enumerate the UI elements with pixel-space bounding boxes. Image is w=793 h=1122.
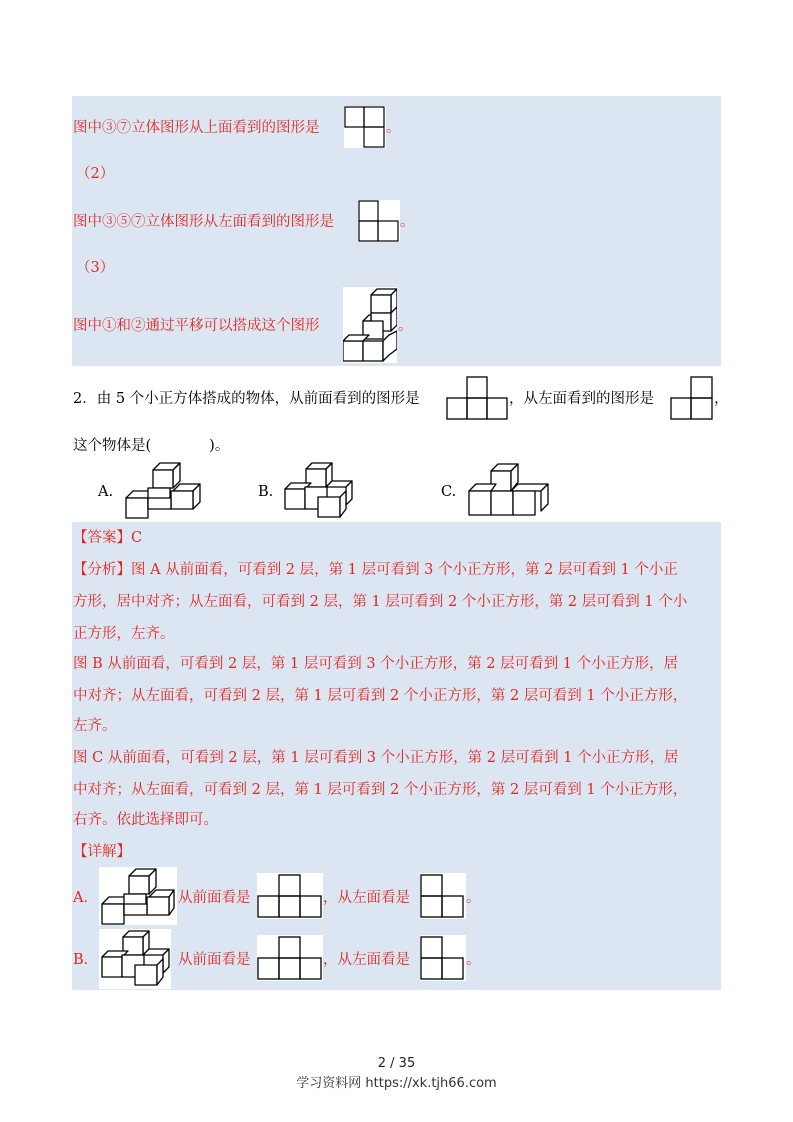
analysis-text: 左齐。 xyxy=(73,718,117,734)
detail-b-left-view xyxy=(420,935,466,981)
detail-row-a-left xyxy=(323,888,410,908)
question-stem xyxy=(509,389,654,409)
answer-text: 图中③⑤⑦立体图形从左面看到的图形是 xyxy=(73,214,334,230)
analysis-text: 图 C 从前面看，可看到 2 层，第 1 层可看到 3 个小正方形，第 2 层可看到 1 个小正方形，居 xyxy=(73,750,679,766)
analysis-text: 【分析】图 A 从前面看，可看到 2 层，第 1 层可看到 3 个小正方形，第 2 层可看到 1 个小正 xyxy=(73,562,678,578)
option-b-label[interactable] xyxy=(258,484,273,500)
analysis-line xyxy=(73,810,218,830)
left-text: ，从左面看是 xyxy=(323,890,410,906)
detail-row-b-left xyxy=(323,950,410,970)
option-b-figure xyxy=(282,461,354,519)
analysis-line xyxy=(73,624,175,644)
front-view-figure xyxy=(445,375,509,421)
row-label: B． xyxy=(73,952,99,968)
sub-question-label xyxy=(76,258,114,278)
detail-b-cube-figure xyxy=(99,929,171,989)
sub-question-label xyxy=(76,164,114,184)
detail-title xyxy=(73,842,131,862)
left-view-figure xyxy=(358,200,400,242)
analysis-text: 方形，居中对齐；从左面看，可看到 2 层，第 1 层可看到 2 个小正方形，第 2 层可看到 1 个小 xyxy=(73,594,688,610)
option-label: B. xyxy=(258,484,274,500)
text-end xyxy=(400,212,415,232)
analysis-line xyxy=(73,686,687,706)
answer-text: 【答案】C xyxy=(73,530,143,546)
option-c-label[interactable] xyxy=(441,484,456,500)
question-stem-line2 xyxy=(73,436,229,456)
answer-line xyxy=(73,528,142,548)
option-a-label[interactable] xyxy=(98,484,113,500)
stem-part-b: ，从左面看到的图形是 xyxy=(509,391,654,407)
analysis-text: 中对齐；从左面看，可看到 2 层，第 1 层可看到 2 个小正方形，第 2 层可看到 1 个小正方形， xyxy=(73,782,688,798)
detail-row-b-end xyxy=(466,950,481,970)
detail-row-a-label xyxy=(73,888,98,908)
text-line xyxy=(73,212,334,232)
text-end xyxy=(398,316,413,336)
analysis-line xyxy=(73,780,687,800)
detail-row-a-front xyxy=(178,888,251,908)
detail-row-a-end xyxy=(466,888,481,908)
detail-title-text: 【详解】 xyxy=(73,844,131,860)
analysis-text: 中对齐；从左面看，可看到 2 层，第 1 层可看到 2 个小正方形，第 2 层可看到 1 个小正方形， xyxy=(73,688,688,704)
label-q2: （2） xyxy=(76,166,115,182)
option-c-figure xyxy=(467,461,549,519)
stem-part-c: ， xyxy=(714,391,729,407)
analysis-line xyxy=(73,592,687,612)
text-line xyxy=(73,316,320,336)
punct: 。 xyxy=(466,952,481,968)
left-view-figure xyxy=(669,375,715,421)
question-stem xyxy=(73,389,420,409)
analysis-text: 右齐。依此选择即可。 xyxy=(73,812,218,828)
answer-text: 图中①和②通过平移可以搭成这个图形 xyxy=(73,318,320,334)
site-watermark[interactable]: 学习资料网 https://xk.tjh66.com xyxy=(296,1076,497,1091)
label-q3: （3） xyxy=(76,260,115,276)
question-stem xyxy=(714,389,729,409)
detail-a-left-view xyxy=(420,873,466,919)
detail-b-front-view xyxy=(257,935,323,981)
stem-line2: 这个物体是( )。 xyxy=(73,438,230,454)
analysis-line xyxy=(73,748,679,768)
analysis-line xyxy=(73,654,678,674)
punct: 。 xyxy=(466,890,481,906)
left-text: ，从左面看是 xyxy=(323,952,410,968)
punct: 。 xyxy=(386,120,401,136)
option-label: C. xyxy=(441,484,457,500)
detail-a-front-view xyxy=(257,873,323,919)
detail-a-cube-figure xyxy=(99,867,177,925)
detail-row-b-front xyxy=(178,950,251,970)
punct: 。 xyxy=(400,214,415,230)
analysis-line xyxy=(73,560,678,580)
row-label: A． xyxy=(73,890,98,906)
front-text: 从前面看是 xyxy=(178,952,251,968)
analysis-text: 图 B 从前面看，可看到 2 层，第 1 层可看到 3 个小正方形，第 2 层可看到 1 个小正方形，居 xyxy=(73,656,679,672)
analysis-line xyxy=(73,716,117,736)
top-view-figure xyxy=(344,106,386,148)
option-label: A. xyxy=(98,484,114,500)
text-end xyxy=(386,118,401,138)
detail-row-b-label xyxy=(73,950,98,970)
option-a-figure xyxy=(123,461,203,519)
cube-stack-figure xyxy=(343,287,397,363)
punct: 。 xyxy=(398,318,413,334)
stem-part-a: 2．由 5 个小正方体搭成的物体，从前面看到的图形是 xyxy=(73,391,420,407)
text-line xyxy=(73,118,320,138)
front-text: 从前面看是 xyxy=(178,890,251,906)
answer-text: 图中③⑦立体图形从上面看到的图形是 xyxy=(73,120,320,136)
analysis-text: 正方形，左齐。 xyxy=(73,626,175,642)
page-number: 2 / 35 xyxy=(377,1056,416,1071)
